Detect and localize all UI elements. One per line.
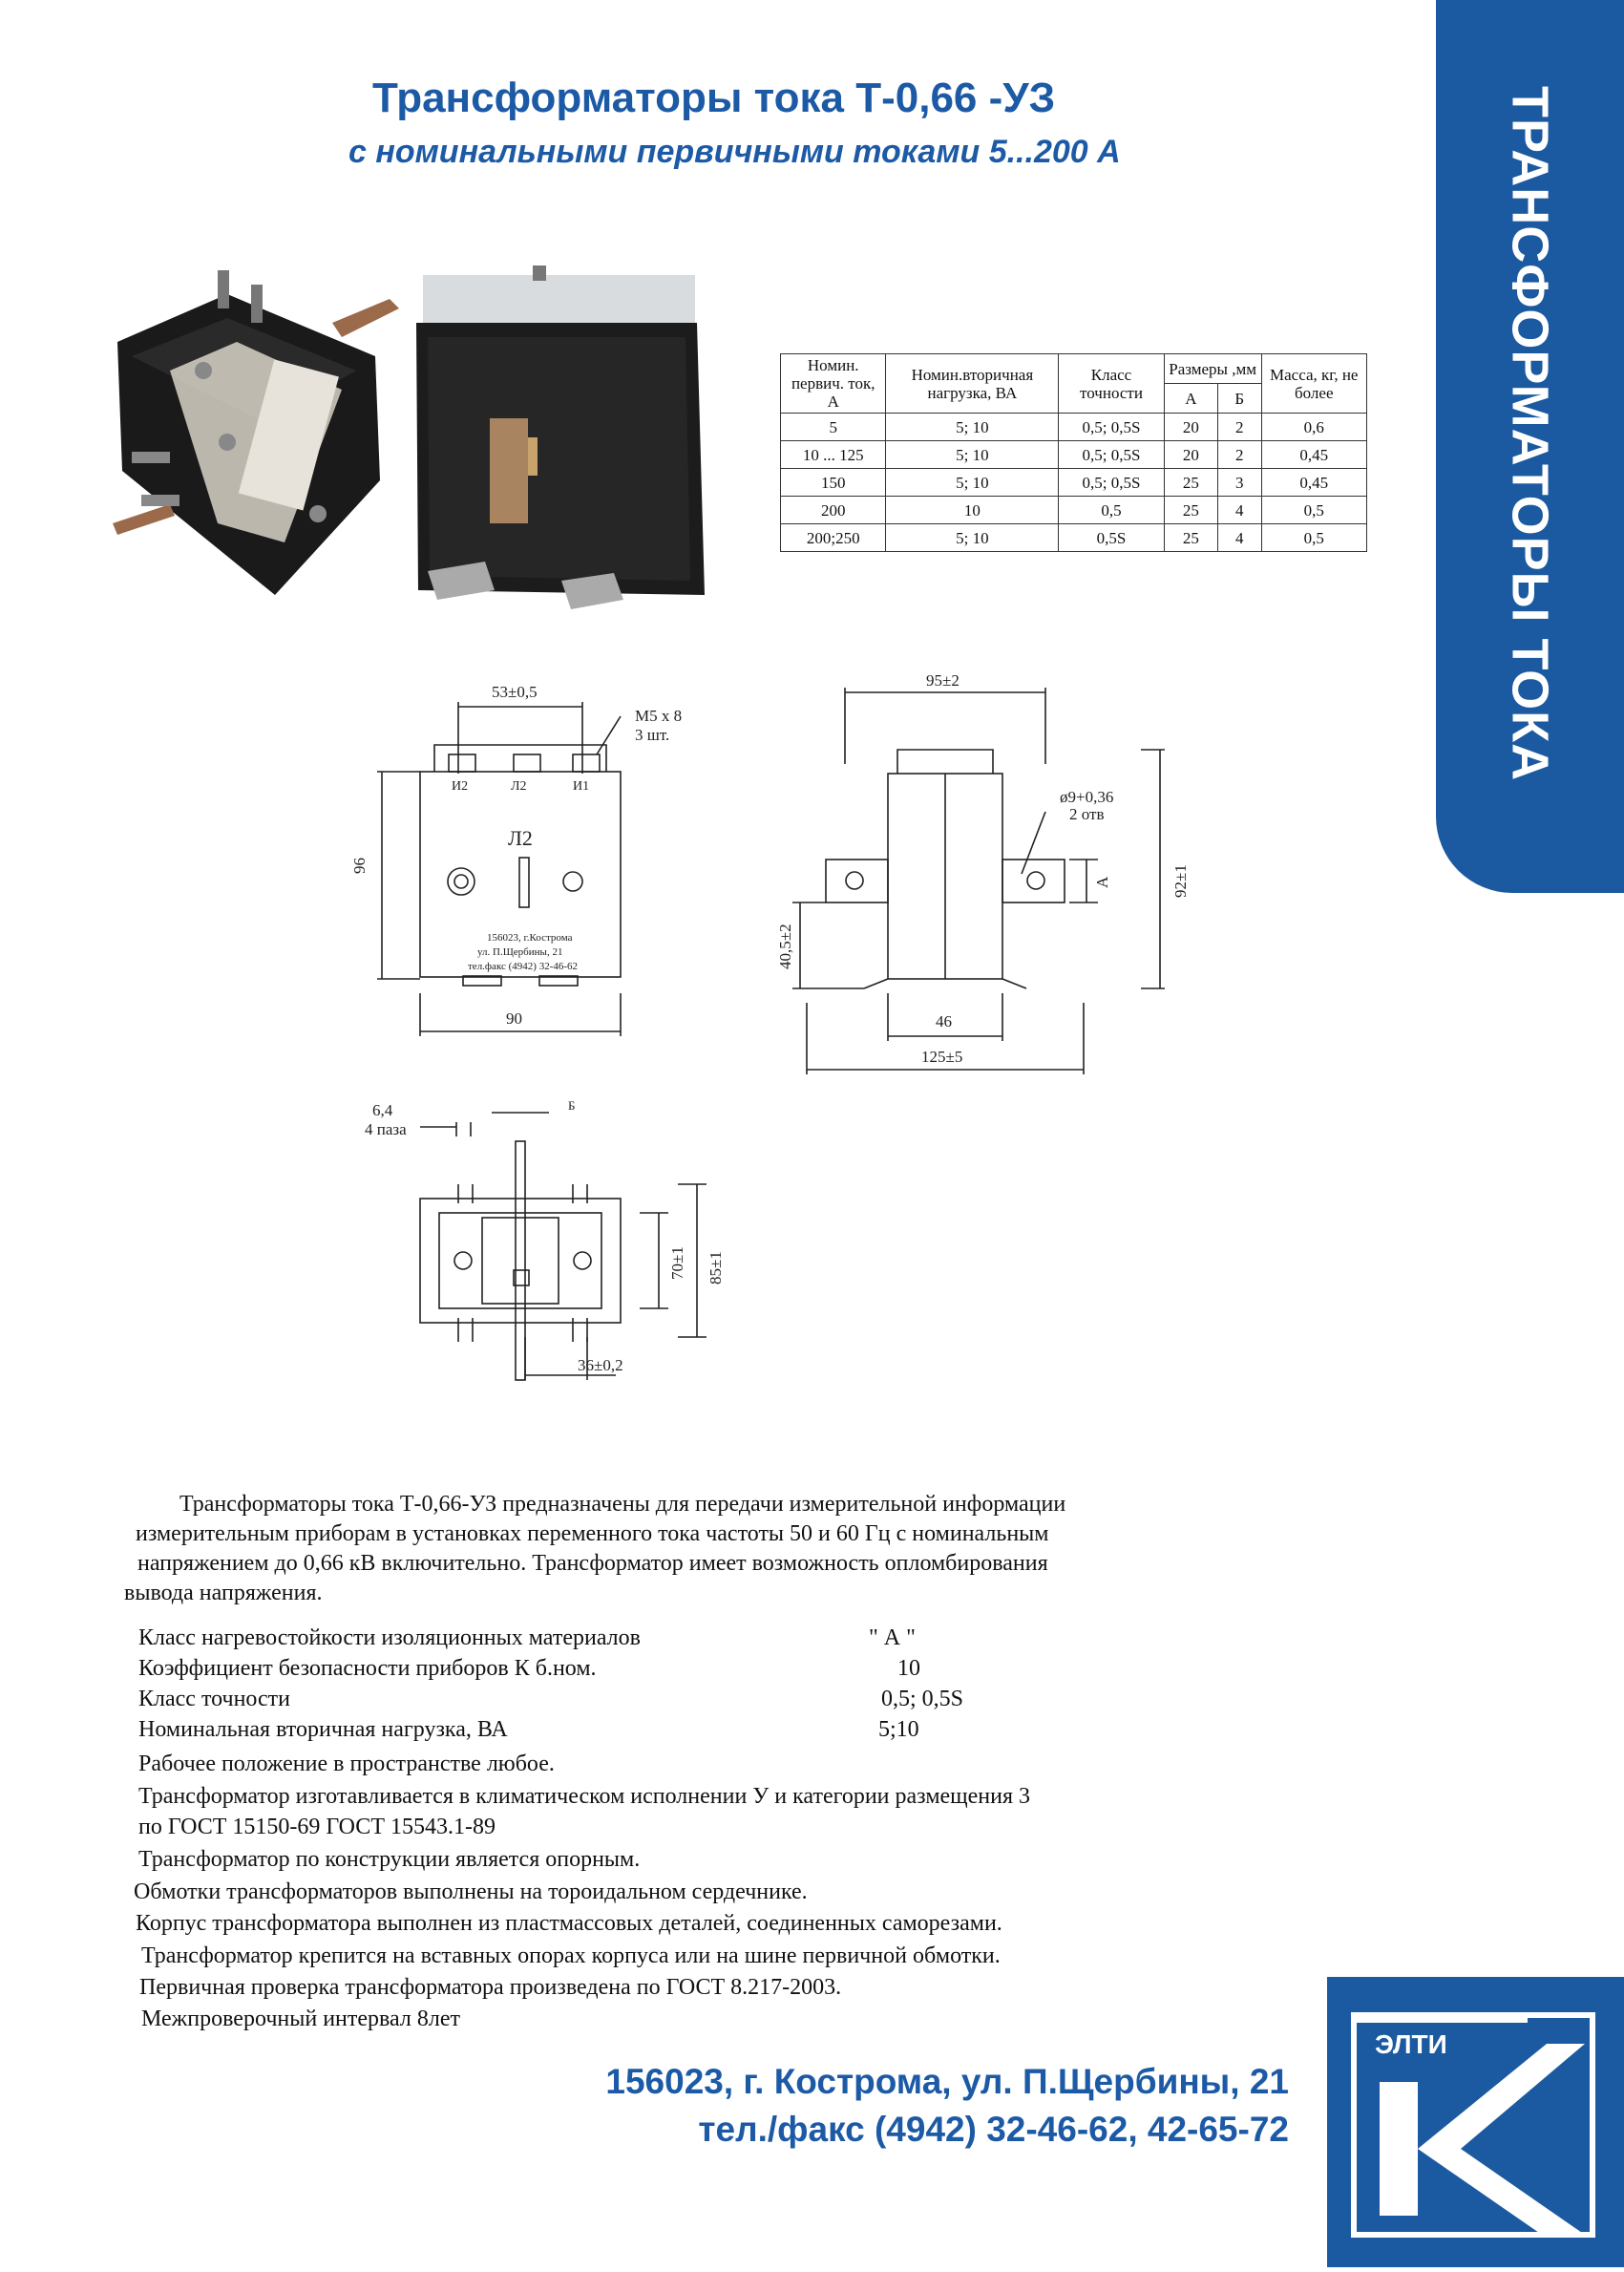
- dim-screw: М5 х 8: [635, 707, 683, 725]
- transformer-photo-left: [113, 270, 399, 595]
- footer-phone-line: тел./факс (4942) 32-46-62, 42-65-72: [698, 2110, 1289, 2149]
- front-addr-1: 156023, г.Кострома: [487, 932, 573, 944]
- dim-side-height: 92±1: [1171, 864, 1190, 898]
- description-line: вывода напряжения.: [124, 1581, 323, 1605]
- table-row: [781, 414, 1367, 441]
- description-line: Трансформаторы тока Т-0,66-УЗ предназначены для передачи измерительной информации: [179, 1492, 1066, 1517]
- dim-screw-count: 3 шт.: [635, 726, 670, 744]
- table-cell: 0,5: [1261, 524, 1367, 552]
- technical-drawing: [344, 669, 1213, 1452]
- dim-b: Б: [568, 1098, 576, 1113]
- dim-bus-height: 40,5±2: [776, 924, 794, 969]
- table-row: [781, 469, 1367, 497]
- table-cell: 0,5; 0,5S: [1059, 469, 1164, 497]
- table-cell: 2: [1218, 414, 1261, 441]
- footer-address: [563, 2058, 1289, 2154]
- note-line: Трансформатор по конструкции является опорным.: [138, 1847, 641, 1872]
- front-view: [350, 683, 682, 1036]
- table-cell: 5; 10: [886, 441, 1059, 469]
- table-cell: 200;250: [781, 524, 886, 552]
- table-cell: 0,5: [1059, 497, 1164, 524]
- product-photo: [113, 265, 714, 614]
- header-accuracy-class: Класс точности: [1059, 354, 1164, 414]
- table-cell: 3: [1218, 469, 1261, 497]
- table-cell: 20: [1164, 414, 1217, 441]
- dim-h1: 70±1: [668, 1246, 686, 1280]
- table-cell: 25: [1164, 524, 1217, 552]
- front-label-l2: Л2: [508, 826, 533, 850]
- dim-slot-count: 4 паза: [365, 1120, 407, 1138]
- dim-length: 125±5: [921, 1048, 963, 1066]
- description-line: измерительным приборам в установках переменного тока частоты 50 и 60 Гц с номинальным: [136, 1521, 1049, 1546]
- table-cell: 200: [781, 497, 886, 524]
- logo-mark: [1327, 1977, 1624, 2267]
- table-header-row: [781, 354, 1367, 384]
- table-cell: 10: [886, 497, 1059, 524]
- dim-w: 36±0,2: [578, 1356, 623, 1374]
- dim-side-top: 95±2: [926, 671, 960, 690]
- page-subtitle: с номинальными первичными токами 5...200 А: [348, 134, 1121, 170]
- table-cell: 0,5; 0,5S: [1059, 414, 1164, 441]
- table-cell: 5: [781, 414, 886, 441]
- spec-table: [780, 353, 1367, 552]
- company-logo: [1327, 1977, 1624, 2267]
- header-dim-a: А: [1164, 384, 1217, 414]
- table-cell: 0,6: [1261, 414, 1367, 441]
- front-addr-2: ул. П.Щербины, 21: [477, 946, 563, 958]
- dim-hole-count: 2 отв: [1069, 805, 1105, 823]
- description-line: напряжением до 0,66 кВ включительно. Трансформатор имеет возможность опломбирования: [137, 1551, 1048, 1576]
- table-cell: 0,5: [1261, 497, 1367, 524]
- table-cell: 5; 10: [886, 524, 1059, 552]
- table-row: [781, 524, 1367, 552]
- table-cell: 25: [1164, 497, 1217, 524]
- table-row: [781, 497, 1367, 524]
- header-secondary-load: Номин.вторичная нагрузка, ВА: [886, 354, 1059, 414]
- sidebar-text: ТРАНСФОРМАТОРЫ ТОКА: [1501, 86, 1559, 782]
- header-dimensions: Размеры ,мм: [1164, 354, 1261, 384]
- property-value: 5;10: [878, 1717, 919, 1742]
- property-label: Номинальная вторичная нагрузка, ВА: [138, 1717, 508, 1742]
- header-dim-b: Б: [1218, 384, 1261, 414]
- terminal-l2: Л2: [511, 779, 527, 794]
- table-cell: 150: [781, 469, 886, 497]
- dim-a: А: [1093, 876, 1111, 888]
- note-line: Обмотки трансформаторов выполнены на тороидальном сердечнике.: [134, 1879, 808, 1904]
- property-value: 10: [897, 1656, 920, 1681]
- side-view: [776, 671, 1190, 1074]
- table-cell: 10 ... 125: [781, 441, 886, 469]
- dim-inner: 46: [936, 1012, 952, 1030]
- property-label: Класс нагревостойкости изоляционных материалов: [138, 1625, 641, 1650]
- table-cell: 2: [1218, 441, 1261, 469]
- description: [124, 1490, 1327, 1608]
- front-addr-3: тел.факс (4942) 32-46-62: [468, 961, 579, 972]
- footer-address-line: 156023, г. Кострома, ул. П.Щербины, 21: [605, 2062, 1289, 2101]
- dim-front-top: 53±0,5: [492, 683, 538, 701]
- dim-h2: 85±1: [707, 1251, 725, 1285]
- terminal-i1: И1: [573, 779, 590, 794]
- transformer-photo-right: [416, 265, 705, 609]
- table-cell: 0,5; 0,5S: [1059, 441, 1164, 469]
- table-cell: 25: [1164, 469, 1217, 497]
- note-line: по ГОСТ 15150-69 ГОСТ 15543.1-89: [138, 1815, 496, 1839]
- table-cell: 4: [1218, 497, 1261, 524]
- bottom-view: [365, 1098, 725, 1380]
- note-line: Корпус трансформатора выполнен из пластмассовых деталей, соединенных саморезами.: [136, 1911, 1002, 1936]
- property-value: " А ": [869, 1625, 916, 1650]
- note-line: Трансформатор крепится на вставных опорах корпуса или на шине первичной обмотки.: [141, 1943, 1001, 1968]
- header-primary-current: Номин. первич. ток, А: [781, 354, 886, 414]
- terminal-i2: И2: [452, 779, 469, 794]
- table-row: [781, 441, 1367, 469]
- table-cell: 5; 10: [886, 469, 1059, 497]
- dim-hole: ø9+0,36: [1060, 788, 1114, 806]
- dim-front-width: 90: [506, 1009, 522, 1028]
- table-cell: 0,45: [1261, 469, 1367, 497]
- table-cell: 0,5S: [1059, 524, 1164, 552]
- note-line: Первичная проверка трансформатора произведена по ГОСТ 8.217-2003.: [139, 1975, 842, 2000]
- note-line: Рабочее положение в пространстве любое.: [138, 1752, 555, 1776]
- property-label: Класс точности: [138, 1687, 290, 1711]
- sidebar-tab: [1436, 0, 1624, 893]
- dim-front-height: 96: [350, 858, 369, 874]
- table-cell: 5; 10: [886, 414, 1059, 441]
- note-line: Трансформатор изготавливается в климатическом исполнении У и категории размещения 3: [138, 1784, 1031, 1809]
- property-label: Коэффициент безопасности приборов К б.ном.: [138, 1656, 597, 1681]
- logo-text: ЭЛТИ: [1375, 2029, 1447, 2059]
- note-line: Межпроверочный интервал 8лет: [141, 2007, 461, 2031]
- dim-slot: 6,4: [372, 1101, 393, 1119]
- table-cell: 4: [1218, 524, 1261, 552]
- header-mass: Масса, кг, не более: [1261, 354, 1367, 414]
- table-cell: 0,45: [1261, 441, 1367, 469]
- page-title: Трансформаторы тока Т-0,66 -УЗ: [372, 74, 1056, 121]
- table-cell: 20: [1164, 441, 1217, 469]
- property-value: 0,5; 0,5S: [881, 1687, 964, 1711]
